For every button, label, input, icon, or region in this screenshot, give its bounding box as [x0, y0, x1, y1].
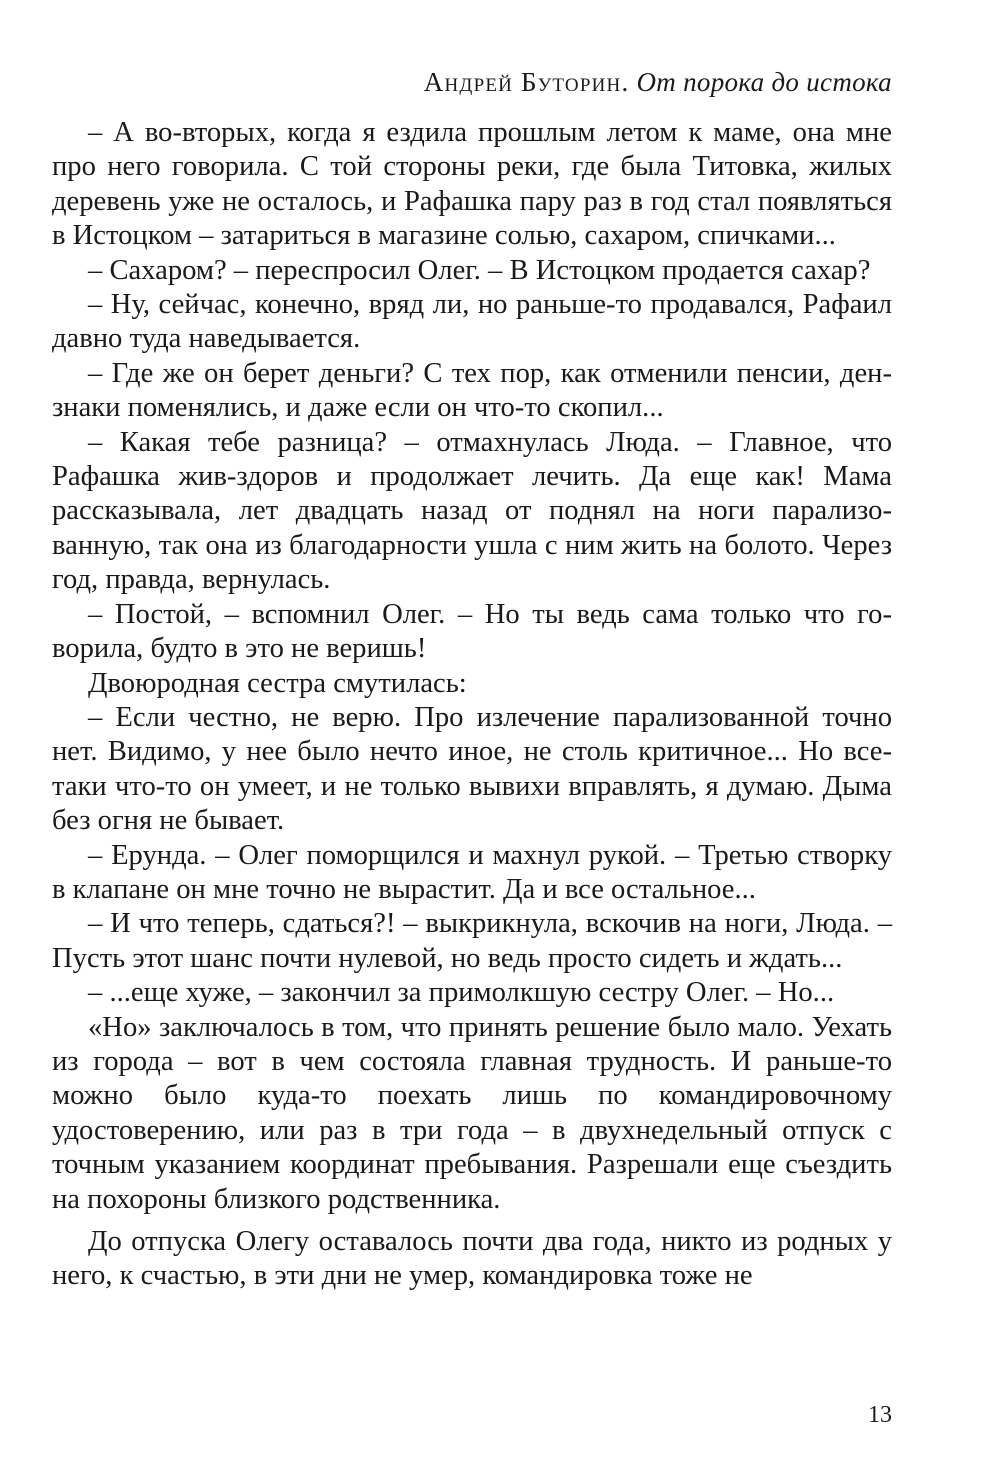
paragraph: – И что теперь, сдаться?! – выкрикнула, вскочив на ноги, Люда. – Пусть этот шанс почти нулевой, но ведь просто сидеть и ждать...	[52, 908, 892, 974]
paragraph: «Но» заключалось в том, что принять решение было мало. Уехать из города – вот в чем состояла главная трудность. И раньше-то можно было куда-то поехать лишь по командировочному удостоверению, или раз в три года – в двухнедельный отпуск с точным указанием координат пребывания. Разрешали еще съездить на похороны близкого родственника.	[52, 1011, 892, 1215]
paragraph: – Сахаром? – переспросил Олег. – В Истоцком продается сахар?	[88, 254, 871, 286]
body-text	[52, 116, 892, 1294]
paragraph: – Если честно, не верю. Про излечение парализованной точно нет. Видимо, у нее было нечто иное, не столь критичное... Но все-таки что-то он умеет, и не только вывихи вправлять, я думаю. Дыма без огня не бывает.	[52, 701, 892, 837]
running-head	[424, 64, 892, 100]
running-head-title: От порока до истока	[636, 67, 892, 97]
page-number: 13	[868, 1402, 892, 1428]
paragraph: – Где же он берет деньги? С тех пор, как отменили пенсии, дензнаки поменялись, и даже если он что-то скопил...	[52, 357, 892, 424]
paragraph: Двоюродная сестра смутилась:	[88, 667, 467, 699]
paragraph: – Постой, – вспомнил Олег. – Но ты ведь сама только что говорила, будто в это не веришь!	[52, 598, 892, 665]
running-head-author: Андрей Буторин.	[423, 67, 630, 97]
paragraph: – Ерунда. – Олег поморщился и махнул рукой. – Третью створку в клапане он мне точно не вырастит. Да и все остальное...	[52, 839, 892, 905]
paragraph: – ...еще хуже, – закончил за примолкшую сестру Олег. – Но...	[88, 977, 835, 1009]
paragraph: – Какая тебе разница? – отмахнулась Люда. – Главное, что Рафашка жив-здоров и продолжает лечить. Да еще как! Мама рассказывала, лет двадцать назад от поднял на ноги парализованную, так она из благодарности ушла с ним жить на болото. Через год, правда, вернулась.	[52, 426, 892, 596]
paragraph: – А во-вторых, когда я ездила прошлым летом к маме, она мне про него говорила. С той стороны реки, где была Титовка, жилых деревень уже не осталось, и Рафашка пару раз в год стал появляться в Истоцком – затариться в магазине солью, сахаром, спичками...	[52, 117, 892, 252]
paragraph: До отпуска Олегу оставалось почти два года, никто из родных у него, к счастью, в эти дни не умер, командировка тоже не	[52, 1226, 892, 1292]
paragraph: – Ну, сейчас, конечно, вряд ли, но раньше-то продавался, Рафаил давно туда наведывается.	[52, 289, 892, 355]
